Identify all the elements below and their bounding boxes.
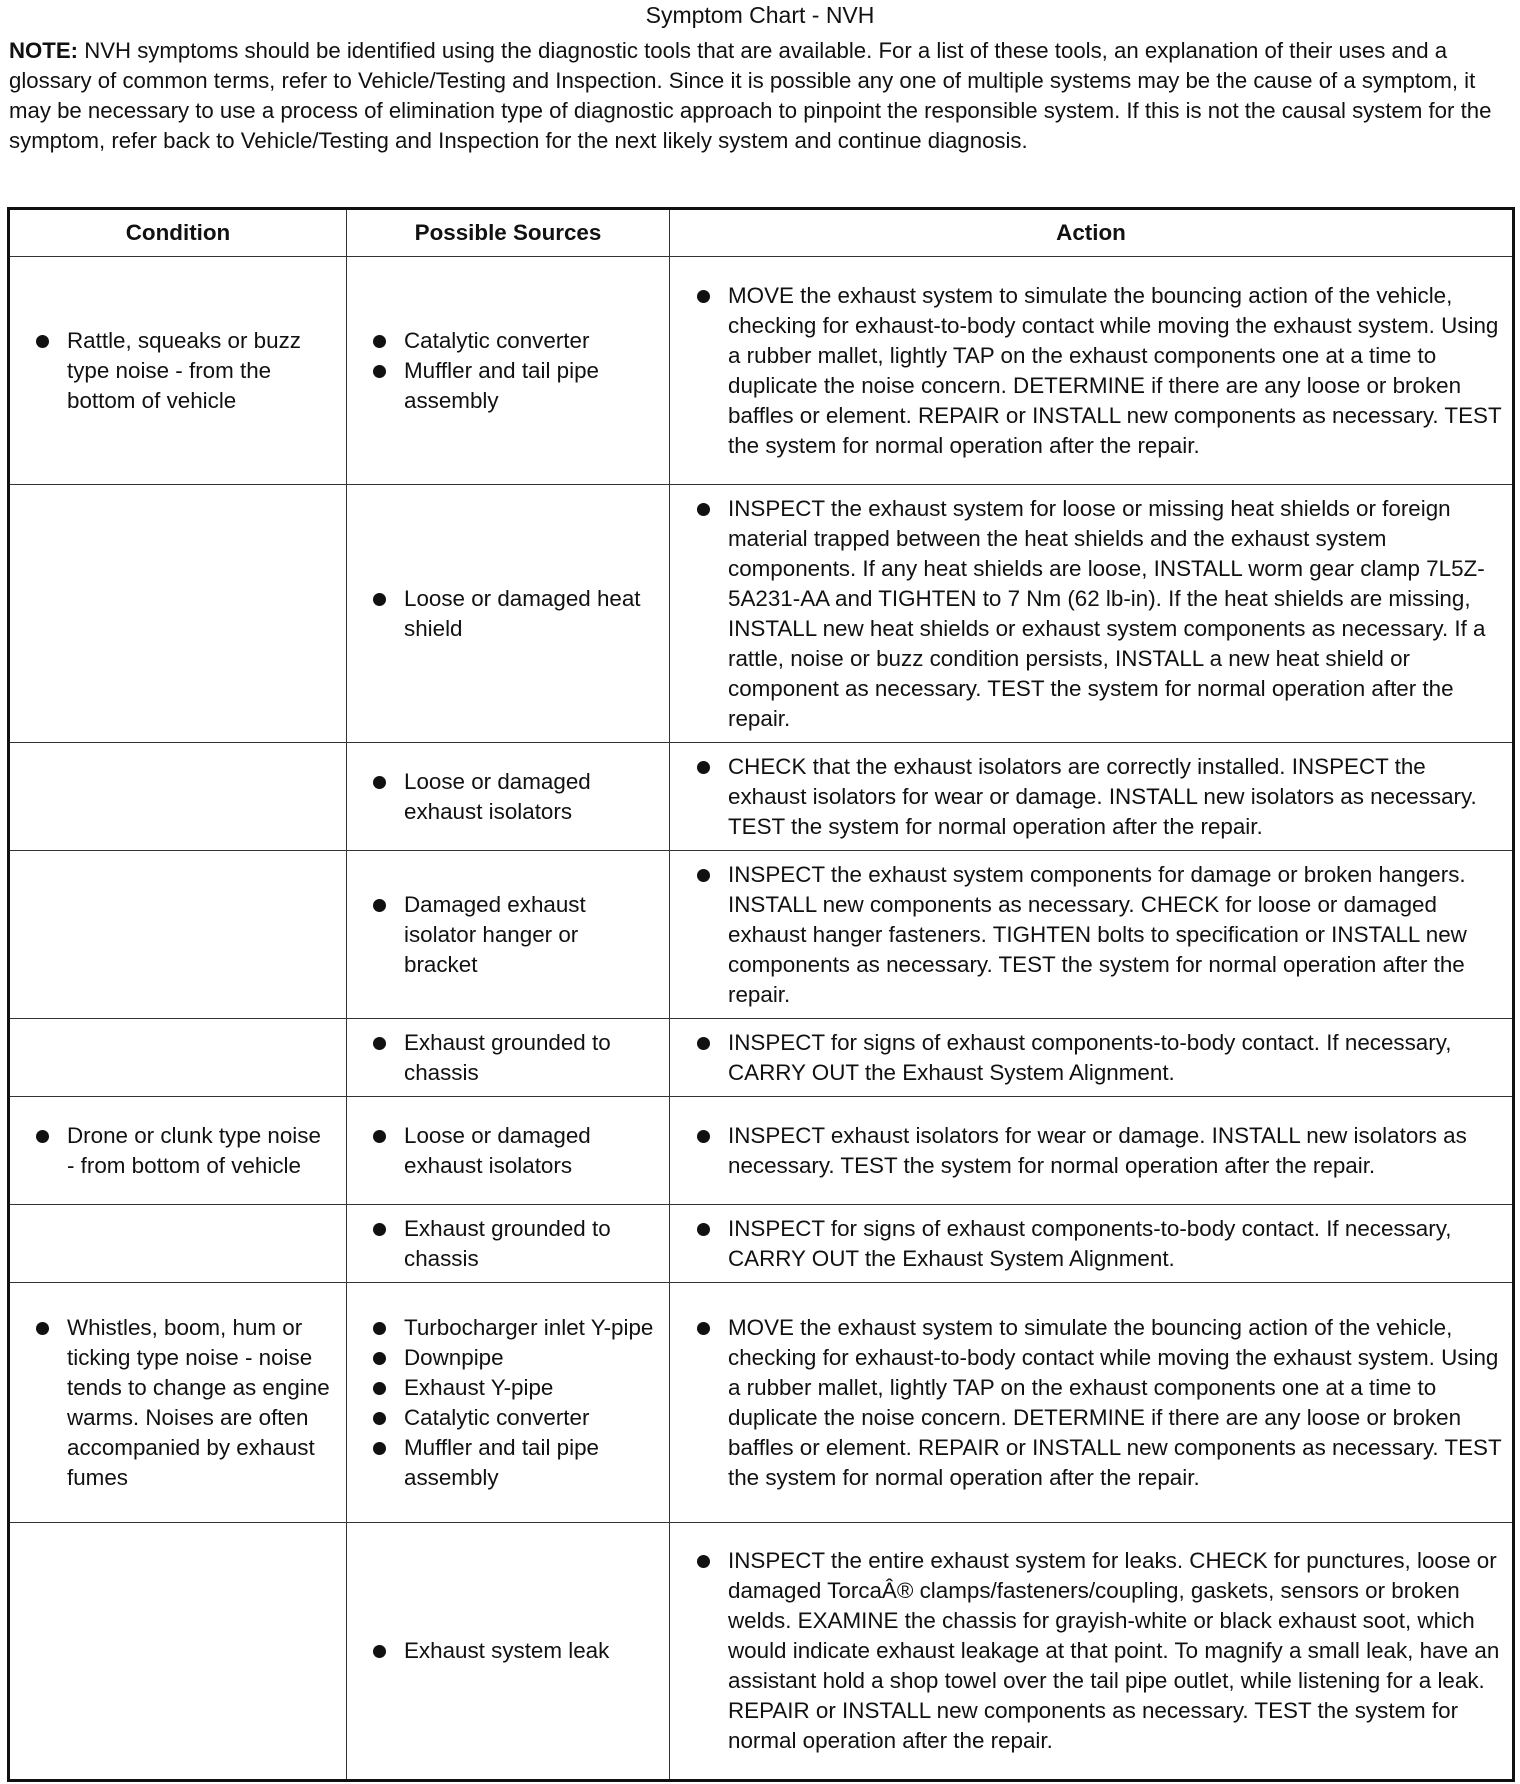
condition-cell (9, 743, 347, 851)
bullet-icon (697, 503, 710, 516)
header-possible-sources: Possible Sources (347, 209, 670, 257)
action-item-text: MOVE the exhaust system to simulate the bouncing action of the vehicle, checking for exhaust-to-body contact while moving the exhaust system. Using a rubber mallet, lightly TAP on the exhaust components one at a time to duplicate the noise concern. DETERMINE if there are any loose or broken baffles or element. REPAIR or INSTALL new components as necessary. TEST the system for normal operation after the repair. (728, 282, 1502, 458)
bullet-icon (697, 869, 710, 882)
bullet-icon (373, 593, 386, 606)
action-list (670, 860, 1512, 1010)
bullet-icon (373, 1382, 386, 1395)
bullet-icon (373, 1442, 386, 1455)
condition-item (10, 326, 346, 416)
source-item (347, 1433, 669, 1493)
possible-sources-cell (347, 257, 670, 485)
action-cell (670, 485, 1514, 743)
source-item-text: Exhaust grounded to chassis (404, 1029, 611, 1085)
action-cell (670, 743, 1514, 851)
condition-cell (9, 257, 347, 485)
condition-cell (9, 1019, 347, 1097)
source-item-text: Damaged exhaust isolator hanger or bracket (404, 891, 586, 977)
source-item-text: Exhaust grounded to chassis (404, 1215, 611, 1271)
sources-list (347, 326, 669, 416)
bullet-icon (373, 1645, 386, 1658)
action-item (670, 1313, 1512, 1493)
possible-sources-cell (347, 851, 670, 1019)
bullet-icon (373, 365, 386, 378)
possible-sources-cell (347, 485, 670, 743)
sources-list (347, 767, 669, 827)
source-item (347, 1343, 669, 1373)
sources-list (347, 1121, 669, 1181)
sources-list (347, 584, 669, 644)
bullet-icon (697, 1037, 710, 1050)
action-item-text: INSPECT the entire exhaust system for leaks. CHECK for punctures, loose or damaged TorcaÂ® clamps/fasteners/coupling, gaskets, sensors or broken welds. EXAMINE the chassis for grayish-white or black exhaust soot, which would indicate exhaust leakage at that point. To magnify a small leak, have an assistant hold a shop towel over the tail pipe outlet, while listening for a leak. REPAIR or INSTALL new components as necessary. TEST the system for normal operation after the repair. (728, 1548, 1500, 1753)
page-title: Symptom Chart - NVH (645, 2, 875, 28)
action-list (670, 1313, 1512, 1493)
bullet-icon (697, 290, 710, 303)
action-item (670, 860, 1512, 1010)
table-row (9, 743, 1514, 851)
condition-cell (9, 851, 347, 1019)
bullet-icon (36, 1130, 49, 1143)
source-item (347, 1373, 669, 1403)
table-row (9, 485, 1514, 743)
bullet-icon (373, 1322, 386, 1335)
action-list (670, 1546, 1512, 1756)
possible-sources-cell (347, 1097, 670, 1205)
action-list (670, 1121, 1512, 1181)
condition-item (10, 1313, 346, 1493)
table-row (9, 1019, 1514, 1097)
action-item (670, 281, 1512, 461)
bullet-icon (697, 1130, 710, 1143)
table-row (9, 851, 1514, 1019)
table-row (9, 1205, 1514, 1283)
possible-sources-cell (347, 743, 670, 851)
source-item-text: Turbocharger inlet Y-pipe (404, 1314, 654, 1340)
source-item-text: Loose or damaged exhaust isolators (404, 768, 591, 824)
source-item-text: Exhaust Y-pipe (404, 1374, 554, 1400)
possible-sources-cell (347, 1205, 670, 1283)
bullet-icon (36, 335, 49, 348)
source-item (347, 1403, 669, 1433)
bullet-icon (373, 1223, 386, 1236)
bullet-icon (373, 1412, 386, 1425)
source-item-text: Muffler and tail pipe assembly (404, 357, 599, 413)
bullet-icon (373, 1130, 386, 1143)
condition-cell (9, 1283, 347, 1523)
table-row (9, 1097, 1514, 1205)
source-item-text: Catalytic converter (404, 1404, 590, 1430)
condition-list (10, 1121, 346, 1181)
condition-item-text: Rattle, squeaks or buzz type noise - from the bottom of vehicle (67, 327, 301, 413)
action-list (670, 281, 1512, 461)
possible-sources-cell (347, 1523, 670, 1781)
source-item (347, 767, 669, 827)
source-item (347, 890, 669, 980)
condition-cell (9, 485, 347, 743)
source-item (347, 326, 669, 356)
bullet-icon (373, 899, 386, 912)
bullet-icon (36, 1322, 49, 1335)
table-row (9, 1283, 1514, 1523)
action-item (670, 1028, 1512, 1088)
condition-cell (9, 1523, 347, 1781)
bullet-icon (373, 1352, 386, 1365)
source-item (347, 1214, 669, 1274)
action-item-text: INSPECT for signs of exhaust components-to-body contact. If necessary, CARRY OUT the Exhaust System Alignment. (728, 1029, 1452, 1085)
sources-list (347, 1028, 669, 1088)
action-list (670, 1214, 1512, 1274)
action-cell (670, 1283, 1514, 1523)
action-list (670, 1028, 1512, 1088)
condition-list (10, 326, 346, 416)
note-paragraph (9, 36, 1509, 156)
source-item-text: Muffler and tail pipe assembly (404, 1434, 599, 1490)
bullet-icon (697, 1322, 710, 1335)
action-item (670, 1121, 1512, 1181)
action-item-text: INSPECT exhaust isolators for wear or damage. INSTALL new isolators as necessary. TEST the system for normal operation after the repair. (728, 1122, 1467, 1178)
sources-list (347, 1214, 669, 1274)
action-cell (670, 1523, 1514, 1781)
action-item-text: CHECK that the exhaust isolators are correctly installed. INSPECT the exhaust isolators for wear or damage. INSTALL new isolators as necessary. TEST the system for normal operation after the repair. (728, 753, 1477, 839)
action-item-text: MOVE the exhaust system to simulate the bouncing action of the vehicle, checking for exhaust-to-body contact while moving the exhaust system. Using a rubber mallet, lightly TAP on the exhaust components one at a time to duplicate the noise concern. DETERMINE if there are any loose or broken baffles or element. REPAIR or INSTALL new components as necessary. TEST the system for normal operation after the repair. (728, 1314, 1502, 1490)
action-cell (670, 1205, 1514, 1283)
bullet-icon (373, 776, 386, 789)
condition-cell (9, 1097, 347, 1205)
action-item-text: INSPECT the exhaust system components for damage or broken hangers. INSTALL new components as necessary. CHECK for loose or damaged exhaust hanger fasteners. TIGHTEN bolts to specification or INSTALL new components as necessary. TEST the system for normal operation after the repair. (728, 861, 1467, 1007)
bullet-icon (373, 335, 386, 348)
action-item (670, 494, 1512, 734)
source-item (347, 1636, 669, 1666)
table-body (9, 257, 1514, 1781)
possible-sources-cell (347, 1019, 670, 1097)
condition-item-text: Whistles, boom, hum or ticking type noise - noise tends to change as engine warms. Noises are often accompanied by exhaust fumes (67, 1314, 330, 1490)
source-item-text: Catalytic converter (404, 327, 590, 353)
source-item (347, 1121, 669, 1181)
bullet-icon (373, 1037, 386, 1050)
condition-cell (9, 1205, 347, 1283)
source-item (347, 1313, 669, 1343)
source-item (347, 356, 669, 416)
sources-list (347, 1313, 669, 1493)
source-item (347, 584, 669, 644)
bullet-icon (697, 761, 710, 774)
source-item-text: Loose or damaged heat shield (404, 585, 641, 641)
action-item (670, 1546, 1512, 1756)
source-item-text: Downpipe (404, 1344, 504, 1370)
note-text: NVH symptoms should be identified using the diagnostic tools that are available. For a list of these tools, an explanation of their uses and a glossary of common terms, refer to Vehicle/Testing and Inspection. Since it is possible any one of multiple systems may be the cause of a symptom, it may be necessary to use a process of elimination type of diagnostic approach to pinpoint the responsible system. If this is not the causal system for the symptom, refer back to Vehicle/Testing and Inspection for the next likely system and continue diagnosis. (9, 38, 1492, 153)
condition-item (10, 1121, 346, 1181)
action-list (670, 752, 1512, 842)
table-row (9, 1523, 1514, 1781)
bullet-icon (697, 1223, 710, 1236)
source-item (347, 1028, 669, 1088)
action-item-text: INSPECT for signs of exhaust components-to-body contact. If necessary, CARRY OUT the Exhaust System Alignment. (728, 1215, 1452, 1271)
sources-list (347, 1636, 669, 1666)
source-item-text: Loose or damaged exhaust isolators (404, 1122, 591, 1178)
action-cell (670, 1019, 1514, 1097)
action-cell (670, 851, 1514, 1019)
action-list (670, 494, 1512, 734)
action-cell (670, 257, 1514, 485)
table-row (9, 257, 1514, 485)
possible-sources-cell (347, 1283, 670, 1523)
action-item-text: INSPECT the exhaust system for loose or missing heat shields or foreign material trapped between the heat shields and the exhaust system components. If any heat shields are loose, INSTALL worm gear clamp 7L5Z-5A231-AA and TIGHTEN to 7 Nm (62 lb-in). If the heat shields are missing, INSTALL new heat shields or exhaust system components as necessary. If a rattle, noise or buzz condition persists, INSTALL a new heat shield or component as necessary. TEST the system for normal operation after the repair. (728, 495, 1486, 731)
bullet-icon (697, 1555, 710, 1568)
sources-list (347, 890, 669, 980)
header-row (9, 209, 1514, 257)
symptom-chart-table (7, 207, 1515, 1782)
condition-list (10, 1313, 346, 1493)
note-label: NOTE: (9, 38, 79, 63)
action-item (670, 752, 1512, 842)
action-cell (670, 1097, 1514, 1205)
action-item (670, 1214, 1512, 1274)
header-action: Action (670, 209, 1514, 257)
header-condition: Condition (9, 209, 347, 257)
source-item-text: Exhaust system leak (404, 1638, 610, 1663)
condition-item-text: Drone or clunk type noise - from bottom of vehicle (67, 1122, 321, 1178)
